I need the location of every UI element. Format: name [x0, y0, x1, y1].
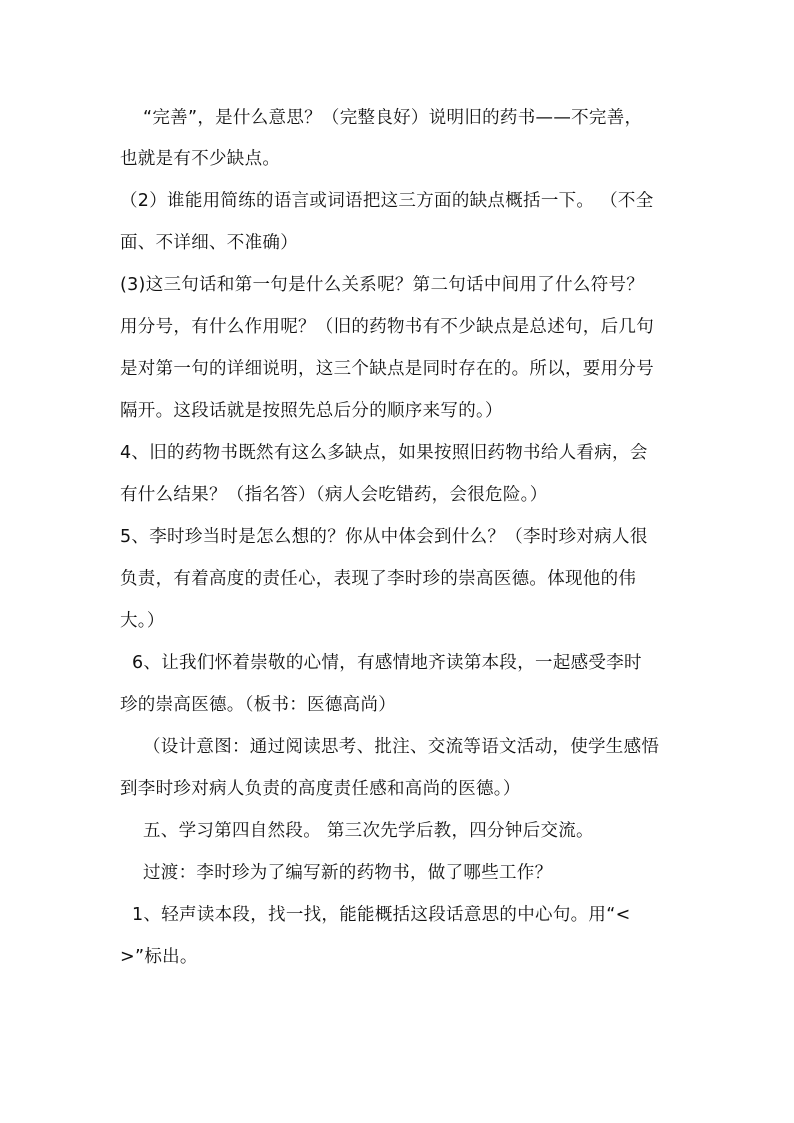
text-line-19: 过渡：李时珍为了编写新的药物书，做了哪些工作？ — [143, 863, 553, 883]
text-line-13: 大。） — [120, 611, 165, 631]
text-line-11: 5、李时珍当时是怎么想的？你从中体会到什么？（李时珍对病人很 — [120, 527, 648, 547]
text-line-5: (3)这三句话和第一句是什么关系呢？第二句话中间用了什么符号？ — [120, 275, 645, 295]
text-line-21: >”标出。 — [120, 947, 198, 967]
text-line-14: 6、让我们怀着崇敬的心情，有感情地齐读第本段，一起感受李时 — [132, 653, 642, 673]
text-line-7: 是对第一句的详细说明，这三个缺点是同时存在的。所以，要用分号 — [120, 359, 654, 379]
text-line-8: 隔开。这段话就是按照先总后分的顺序来写的。） — [120, 401, 503, 421]
text-line-4: 面、不详细、不准确） — [120, 233, 298, 253]
text-line-15: 珍的崇高医德。（板书：医德高尚） — [120, 695, 397, 715]
text-line-17: 到李时珍对病人负责的高度责任感和高尚的医德。） — [120, 779, 521, 799]
text-line-18: 五、学习第四自然段。 第三次先学后教，四分钟后交流。 — [143, 821, 594, 841]
text-line-20: 1、轻声读本段，找一找，能能概括这段话意思的中心句。用“< — [132, 905, 631, 925]
text-line-2: 也就是有不少缺点。 — [120, 149, 281, 169]
text-line-9: 4、旧的药物书既然有这么多缺点，如果按照旧药物书给人看病，会 — [120, 443, 648, 463]
text-line-16: （设计意图：通过阅读思考、批注、交流等语文活动，使学生感悟 — [143, 737, 660, 757]
text-line-12: 负责，有着高度的责任心，表现了李时珍的崇高医德。体现他的伟 — [120, 569, 637, 589]
text-line-10: 有什么结果？（指名答）（病人会吃错药，会很危险。） — [120, 485, 548, 505]
text-line-3: （2）谁能用简练的语言或词语把这三方面的缺点概括一下。 （不全 — [120, 191, 654, 211]
text-line-6: 用分号，有什么作用呢？（旧的药物书有不少缺点是总述句，后几句 — [120, 317, 654, 337]
text-line-1: “完善”，是什么意思？（完整良好）说明旧的药书——不完善， — [143, 108, 643, 128]
